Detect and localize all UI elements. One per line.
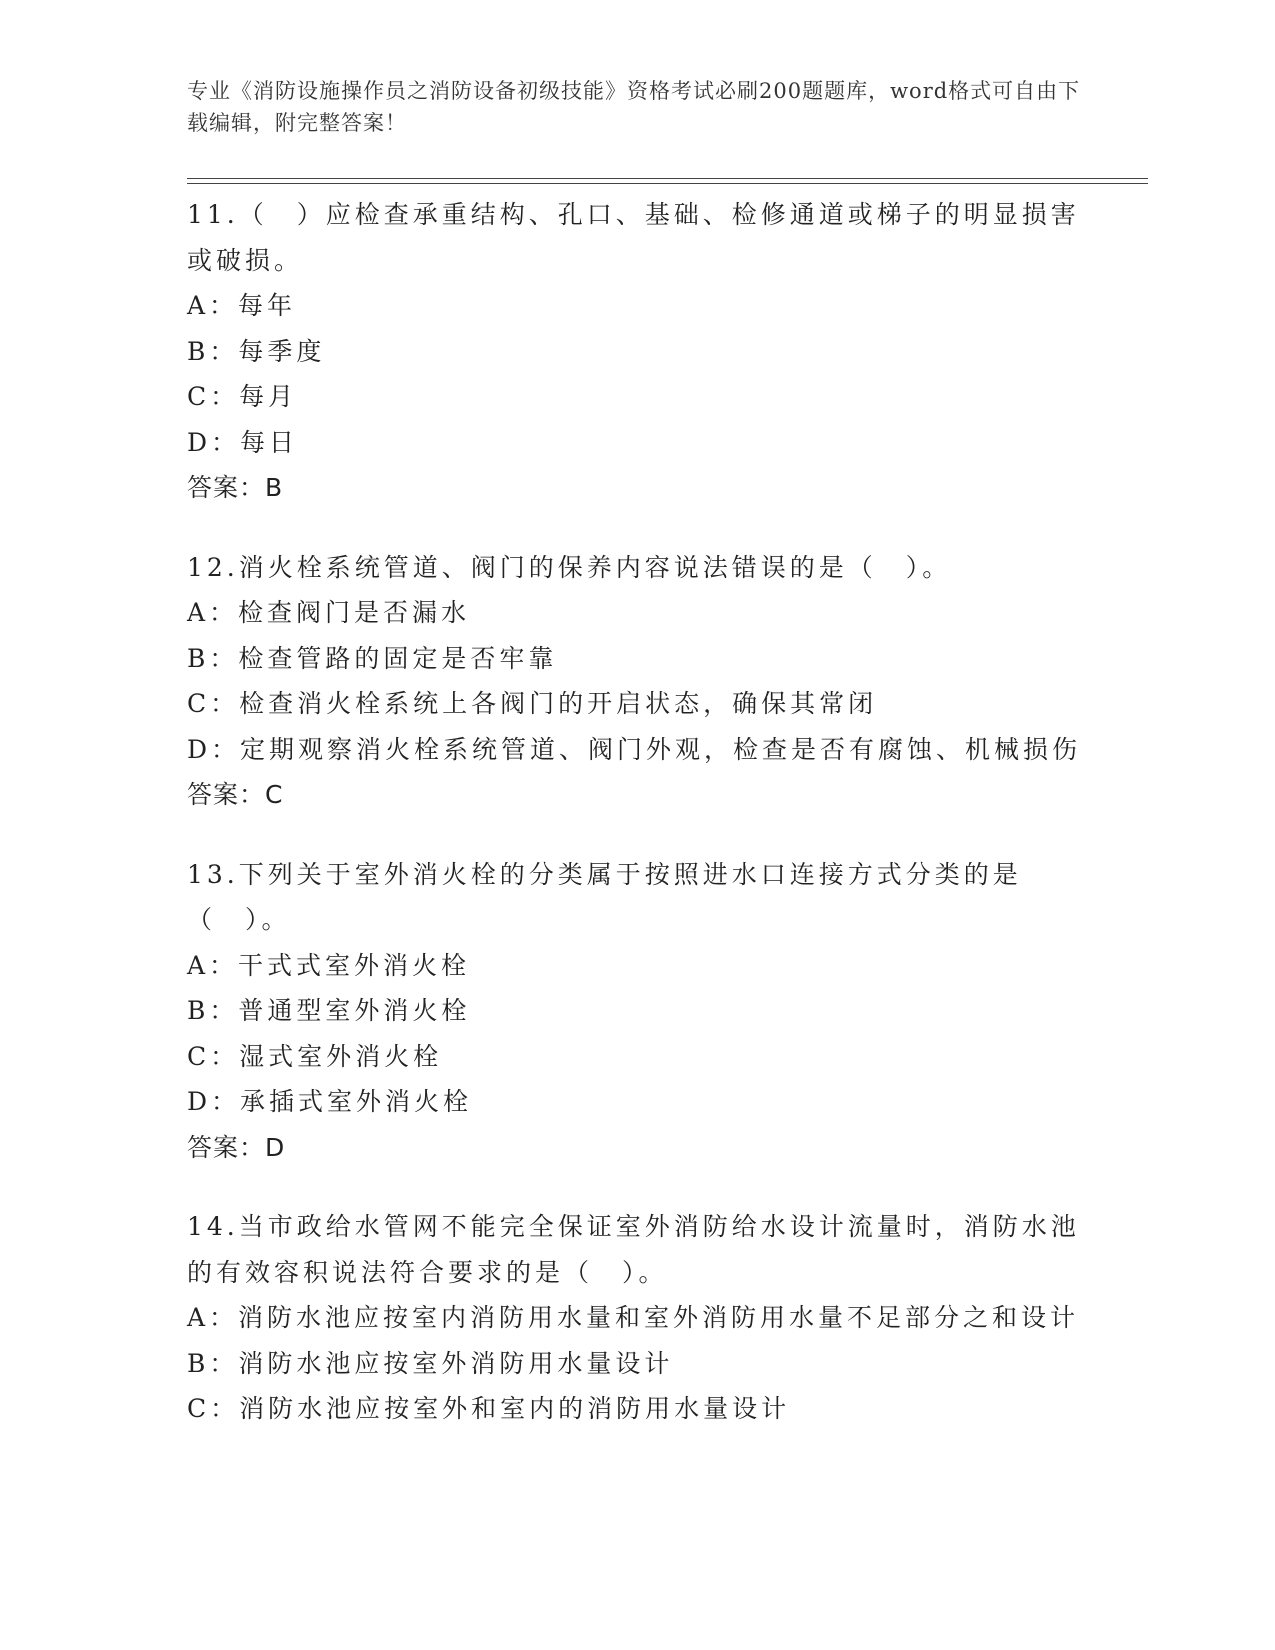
answer: 答案：C bbox=[187, 780, 284, 809]
option-a: A：每年 bbox=[187, 291, 297, 320]
question-text: 14.当市政给水管网不能完全保证室外消防给水设计流量时，消防水池的有效容积说法符合要求的是（ ）。 bbox=[187, 1212, 1080, 1287]
question-11 bbox=[187, 192, 1087, 511]
question-text: 13.下列关于室外消火栓的分类属于按照进水口连接方式分类的是（ ）。 bbox=[187, 859, 1022, 934]
option-d: D：承插式室外消火栓 bbox=[187, 1087, 473, 1116]
answer: 答案：D bbox=[187, 1132, 286, 1162]
question-text: 12.消火栓系统管道、阀门的保养内容说法错误的是（ ）。 bbox=[187, 552, 952, 582]
question-text: 11.（ ）应检查承重结构、孔口、基础、检修通道或梯子的明显损害或破损。 bbox=[187, 200, 1080, 275]
option-b: B：普通型室外消火栓 bbox=[187, 996, 471, 1025]
header-divider-second bbox=[187, 183, 1148, 184]
question-list bbox=[187, 192, 1087, 1466]
option-a: A：检查阀门是否漏水 bbox=[187, 598, 471, 627]
option-a: A：消防水池应按室内消防用水量和室外消防用水量不足部分之和设计 bbox=[187, 1303, 1080, 1332]
question-12 bbox=[187, 545, 1087, 818]
question-14 bbox=[187, 1204, 1087, 1432]
header-divider bbox=[187, 178, 1148, 179]
question-13 bbox=[187, 852, 1087, 1171]
option-c: C：检查消火栓系统上各阀门的开启状态，确保其常闭 bbox=[187, 689, 878, 718]
option-a: A：干式式室外消火栓 bbox=[187, 950, 471, 980]
option-d: D：定期观察消火栓系统管道、阀门外观，检查是否有腐蚀、机械损伤 bbox=[187, 734, 1082, 764]
answer: 答案：B bbox=[187, 473, 284, 502]
option-c: C：湿式室外消火栓 bbox=[187, 1041, 443, 1071]
option-b: B：检查管路的固定是否牢靠 bbox=[187, 643, 558, 673]
option-c: C：消防水池应按室外和室内的消防用水量设计 bbox=[187, 1394, 791, 1423]
option-b: B：每季度 bbox=[187, 336, 326, 366]
document-header: 专业《消防设施操作员之消防设备初级技能》资格考试必刷200题题库，word格式可自由下载编辑，附完整答案！ bbox=[187, 79, 1081, 135]
option-d: D：每日 bbox=[187, 427, 299, 457]
option-c: C：每月 bbox=[187, 382, 298, 411]
option-b: B：消防水池应按室外消防用水量设计 bbox=[187, 1348, 674, 1378]
